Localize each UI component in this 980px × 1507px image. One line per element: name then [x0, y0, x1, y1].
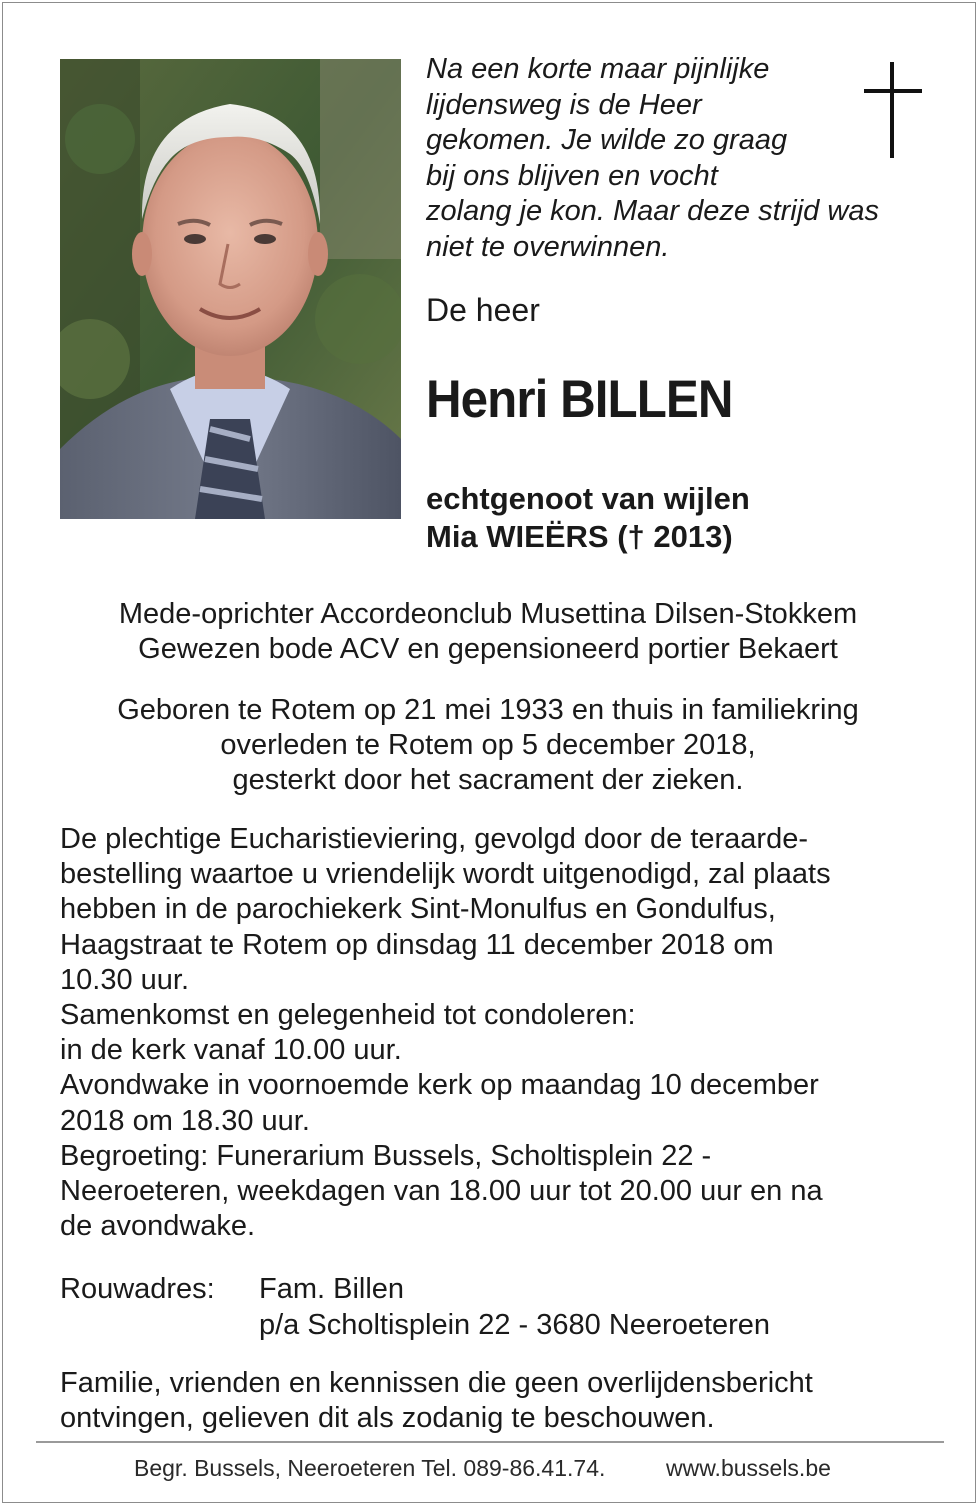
address-label: Rouwadres: [60, 1273, 215, 1305]
poem-line: bij ons blijven en vocht [426, 159, 718, 192]
spouse-line: echtgenoot van wijlen [426, 481, 750, 516]
role-line: Gewezen bode ACV en gepensioneerd portier Bekaert [138, 633, 838, 665]
ceremony-line: de avondwake. [60, 1210, 256, 1243]
ceremony-line: Neeroeteren, weekdagen van 18.00 uur tot 20.00 uur en na [60, 1175, 823, 1208]
date-line: gesterkt door het sacrament der zieken. [232, 764, 744, 796]
spouse-info [426, 480, 750, 556]
deceased-name: Henri BILLEN [426, 370, 733, 429]
poem-line: lijdensweg is de Heer [426, 88, 702, 121]
mourning-address [60, 1271, 770, 1343]
poem-line: gekomen. Je wilde zo graag [426, 124, 788, 156]
notice-line: ontvingen, gelieven dit als zodanig te beschouwen. [60, 1402, 715, 1434]
ceremony-line: hebben in de parochiekerk Sint-Monulfus en Gondulfus, [60, 893, 776, 926]
ceremony-line: in de kerk vanaf 10.00 uur. [60, 1034, 402, 1067]
portrait-photo [60, 59, 401, 519]
notice-block [60, 1366, 813, 1436]
address-line: Fam. Billen [259, 1273, 405, 1305]
poem-line: Na een korte maar pijnlijke [426, 53, 770, 85]
roles-block [40, 597, 936, 667]
date-line: overleden te Rotem op 5 december 2018, [220, 729, 756, 761]
website-link[interactable]: www.bussels.be [666, 1455, 831, 1481]
ceremony-line: bestelling waartoe u vriendelijk wordt uitgenodigd, zal plaats [60, 858, 831, 891]
ceremony-line: De plechtige Eucharistieviering, gevolgd door de teraarde- [60, 823, 808, 855]
dates-block [40, 693, 936, 798]
poem-line: zolang je kon. Maar deze strijd was [426, 195, 879, 227]
ceremony-line: Samenkomst en gelegenheid tot condoleren: [60, 999, 636, 1032]
spouse-line: Mia WIEËRS († 2013) [426, 519, 733, 554]
ceremony-line: 2018 om 18.30 uur. [60, 1104, 310, 1137]
ceremony-line: 10.30 uur. [60, 963, 189, 996]
poem-line: niet te overwinnen. [426, 230, 670, 263]
latin-cross-icon [864, 62, 922, 165]
date-line: Geboren te Rotem op 21 mei 1933 en thuis in familiekring [117, 694, 859, 726]
notice-line: Familie, vrienden en kennissen die geen overlijdensbericht [60, 1367, 813, 1399]
role-line: Mede-oprichter Accordeonclub Musettina Dilsen-Stokkem [118, 598, 858, 630]
poem-text [426, 52, 926, 265]
ceremony-line: Haagstraat te Rotem op dinsdag 11 december 2018 om [60, 928, 774, 961]
ceremony-line: Avondwake in voornoemde kerk op maandag 10 december [60, 1069, 819, 1102]
undertaker-info: Begr. Bussels, Neeroeteren Tel. 089-86.41.74. [134, 1455, 606, 1481]
deceased-title: De heer [426, 292, 540, 328]
ceremony-line: Begroeting: Funerarium Bussels, Scholtisplein 22 - [60, 1139, 712, 1172]
ceremony-block [60, 822, 960, 1244]
address-line: p/a Scholtisplein 22 - 3680 Neeroeteren [259, 1309, 771, 1341]
footer-divider [36, 1441, 944, 1443]
